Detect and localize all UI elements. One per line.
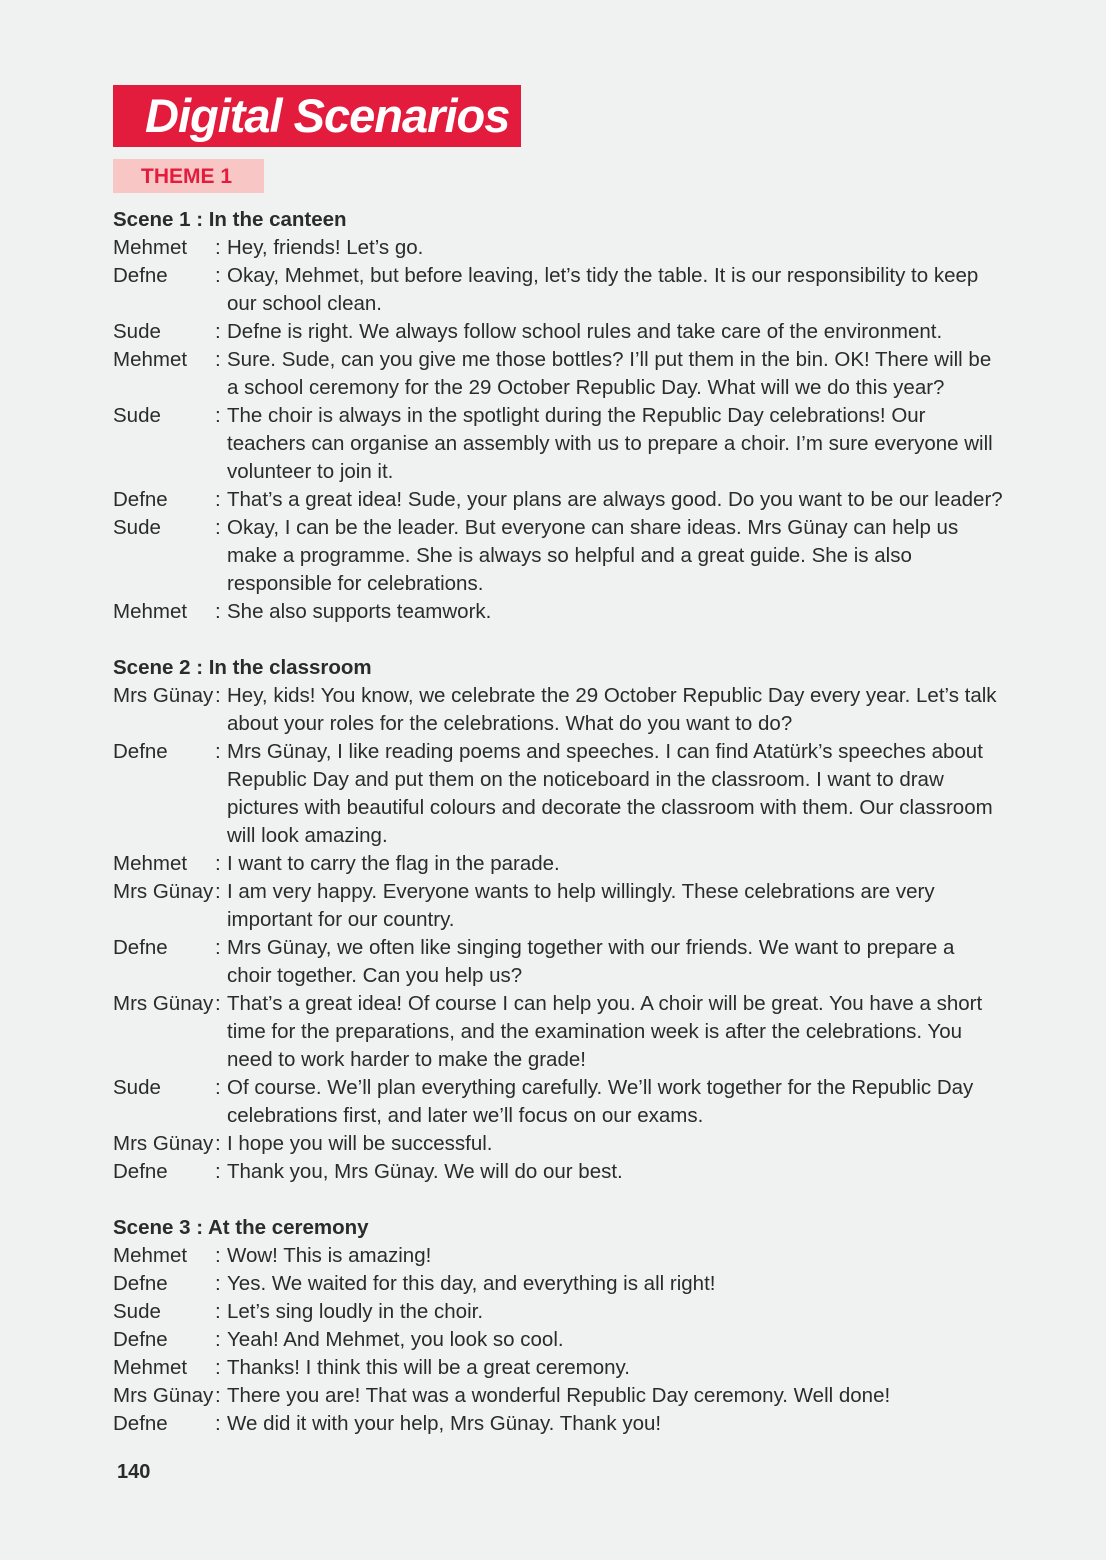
speaker-separator: : xyxy=(215,740,221,763)
theme-label: THEME 1 xyxy=(141,165,233,188)
dialogue-text: I am very happy. Everyone wants to help willingly. These celebrations are very important for our country. xyxy=(227,880,935,931)
dialogue-text: Mrs Günay, we often like singing together with our friends. We want to prepare a choir together. Can you help us? xyxy=(227,936,955,987)
dialogue-line xyxy=(113,402,1003,486)
dialogue-text: She also supports teamwork. xyxy=(227,600,492,623)
dialogue-line xyxy=(113,1298,1003,1326)
speaker-name: Defne xyxy=(113,740,168,763)
speaker-separator: : xyxy=(215,684,221,707)
speaker-separator: : xyxy=(215,1244,221,1267)
dialogue-text: Defne is right. We always follow school rules and take care of the environment. xyxy=(227,320,943,343)
speaker-name: Mrs Günay xyxy=(113,992,214,1015)
speaker-name: Mehmet xyxy=(113,1356,188,1379)
dialogue-line xyxy=(113,682,1003,738)
dialogue-text: Yeah! And Mehmet, you look so cool. xyxy=(227,1328,564,1351)
speaker-name: Mrs Günay xyxy=(113,880,214,903)
dialogue-line xyxy=(113,1410,1003,1438)
dialogue-line xyxy=(113,878,1003,934)
speaker-separator: : xyxy=(215,1076,221,1099)
speaker-separator: : xyxy=(215,516,221,539)
speaker-name: Defne xyxy=(113,1412,168,1435)
dialogue-text: Thanks! I think this will be a great ceremony. xyxy=(227,1356,630,1379)
dialogue-text: Wow! This is amazing! xyxy=(227,1244,432,1267)
dialogue-line xyxy=(113,934,1003,990)
scene-heading: Scene 3 : At the ceremony xyxy=(113,1216,369,1239)
dialogue-text: There you are! That was a wonderful Republic Day ceremony. Well done! xyxy=(227,1384,891,1407)
dialogue-text: Okay, Mehmet, but before leaving, let’s tidy the table. It is our responsibility to keep our school clean. xyxy=(227,264,979,315)
dialogue-line xyxy=(113,1074,1003,1130)
scene-section xyxy=(113,1214,1003,1438)
dialogue-text: That’s a great idea! Sude, your plans are always good. Do you want to be our leader? xyxy=(227,488,1003,511)
speaker-name: Mehmet xyxy=(113,852,188,875)
dialogue-line xyxy=(113,598,1003,626)
speaker-separator: : xyxy=(215,600,221,623)
speaker-name: Defne xyxy=(113,1272,168,1295)
scene-heading: Scene 2 : In the classroom xyxy=(113,656,372,679)
dialogue-text: We did it with your help, Mrs Günay. Thank you! xyxy=(227,1412,662,1435)
theme-badge xyxy=(113,159,264,193)
speaker-separator: : xyxy=(215,236,221,259)
dialogue-line xyxy=(113,850,1003,878)
speaker-name: Sude xyxy=(113,516,161,539)
scene-section xyxy=(113,206,1003,626)
speaker-name: Defne xyxy=(113,264,168,287)
dialogue-text: That’s a great idea! Of course I can help you. A choir will be great. You have a short time for the preparations, and the examination week is after the celebrations. You need to work harder to make the grade! xyxy=(227,992,983,1071)
speaker-separator: : xyxy=(215,992,221,1015)
speaker-separator: : xyxy=(215,488,221,511)
dialogue-line xyxy=(113,990,1003,1074)
speaker-separator: : xyxy=(215,1272,221,1295)
dialogue-text: Hey, kids! You know, we celebrate the 29 October Republic Day every year. Let’s talk about your roles for the celebrations. What do you want to do? xyxy=(227,684,997,735)
speaker-name: Sude xyxy=(113,320,161,343)
speaker-name: Defne xyxy=(113,936,168,959)
dialogue-line xyxy=(113,1326,1003,1354)
speaker-name: Mehmet xyxy=(113,236,188,259)
scene-section xyxy=(113,654,1003,1186)
dialogue-line xyxy=(113,486,1003,514)
speaker-name: Mrs Günay xyxy=(113,684,214,707)
page-number: 140 xyxy=(117,1461,151,1483)
dialogue-text: Yes. We waited for this day, and everything is all right! xyxy=(227,1272,716,1295)
speaker-name: Mehmet xyxy=(113,600,188,623)
speaker-name: Mehmet xyxy=(113,348,188,371)
speaker-separator: : xyxy=(215,264,221,287)
speaker-name: Mrs Günay xyxy=(113,1384,214,1407)
dialogue-line xyxy=(113,346,1003,402)
speaker-separator: : xyxy=(215,1160,221,1183)
dialogue-text: Of course. We’ll plan everything carefully. We’ll work together for the Republic Day celebrations first, and later we’ll focus on our exams. xyxy=(227,1076,974,1127)
dialogue-line xyxy=(113,1130,1003,1158)
speaker-name: Sude xyxy=(113,1300,161,1323)
dialogue-text: Mrs Günay, I like reading poems and speeches. I can find Atatürk’s speeches about Republic Day and put them on the noticeboard in the classroom. I want to draw pictures with beautiful colours and decorate the classroom with them. Our classroom will look amazing. xyxy=(227,740,993,847)
speaker-name: Defne xyxy=(113,1328,168,1351)
dialogue-line xyxy=(113,1354,1003,1382)
dialogue-text: Let’s sing loudly in the choir. xyxy=(227,1300,484,1323)
dialogue-line xyxy=(113,1158,1003,1186)
dialogue-text: I hope you will be successful. xyxy=(227,1132,493,1155)
speaker-name: Mehmet xyxy=(113,1244,188,1267)
speaker-separator: : xyxy=(215,404,221,427)
dialogue-line xyxy=(113,1382,1003,1410)
speaker-separator: : xyxy=(215,1328,221,1351)
speaker-name: Sude xyxy=(113,1076,161,1099)
dialogue-text: Thank you, Mrs Günay. We will do our best. xyxy=(227,1160,623,1183)
page-title: Digital Scenarios xyxy=(145,89,510,142)
dialogue-line xyxy=(113,234,1003,262)
dialogue-text: Okay, I can be the leader. But everyone can share ideas. Mrs Günay can help us make a programme. She is always so helpful and a great guide. She is also responsible for celebrations. xyxy=(227,516,959,595)
scene-heading: Scene 1 : In the canteen xyxy=(113,208,347,231)
speaker-name: Sude xyxy=(113,404,161,427)
dialogue-line xyxy=(113,262,1003,318)
dialogue-text: Sure. Sude, can you give me those bottles? I’ll put them in the bin. OK! There will be a school ceremony for the 29 October Republic Day. What will we do this year? xyxy=(227,348,992,399)
dialogue-line xyxy=(113,738,1003,850)
speaker-separator: : xyxy=(215,320,221,343)
dialogue-line xyxy=(113,514,1003,598)
speaker-separator: : xyxy=(215,348,221,371)
speaker-separator: : xyxy=(215,936,221,959)
speaker-name: Defne xyxy=(113,488,168,511)
title-banner xyxy=(113,85,521,147)
dialogue-line xyxy=(113,1242,1003,1270)
speaker-separator: : xyxy=(215,1300,221,1323)
speaker-separator: : xyxy=(215,880,221,903)
dialogue-text: I want to carry the flag in the parade. xyxy=(227,852,560,875)
dialogue-text: Hey, friends! Let’s go. xyxy=(227,236,424,259)
speaker-name: Defne xyxy=(113,1160,168,1183)
speaker-separator: : xyxy=(215,1356,221,1379)
dialogue-line xyxy=(113,318,1003,346)
speaker-separator: : xyxy=(215,1132,221,1155)
speaker-separator: : xyxy=(215,1384,221,1407)
speaker-separator: : xyxy=(215,1412,221,1435)
speaker-separator: : xyxy=(215,852,221,875)
dialogue-text: The choir is always in the spotlight during the Republic Day celebrations! Our teachers can organise an assembly with us to prepare a choir. I’m sure everyone will volunteer to join it. xyxy=(227,404,993,483)
speaker-name: Mrs Günay xyxy=(113,1132,214,1155)
dialogue-content xyxy=(113,206,1003,1466)
dialogue-line xyxy=(113,1270,1003,1298)
